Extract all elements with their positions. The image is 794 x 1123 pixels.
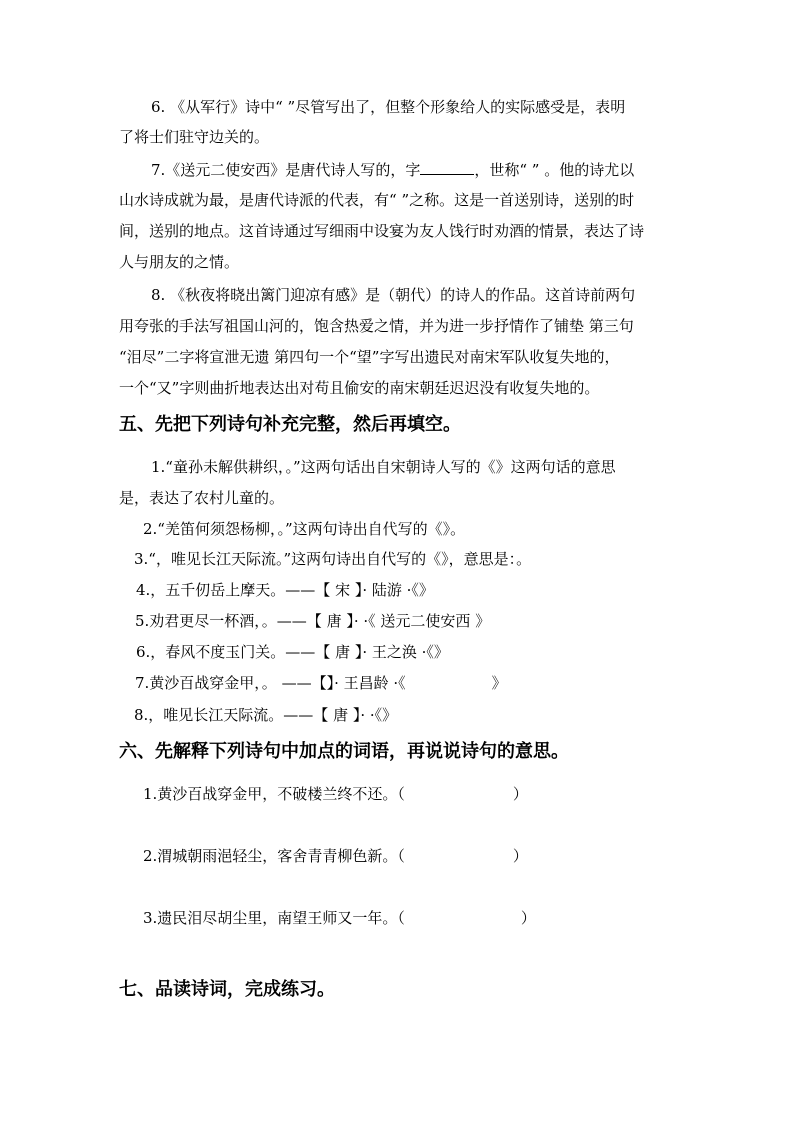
s5-question-4: 4.，五千仞岳上摩天。——【 宋 】· 陆游 ·《》 <box>136 581 434 599</box>
section6-title: 六、先解释下列诗句中加点的词语，再说说诗句的意思。 <box>119 741 569 762</box>
item8-line4: 一个“又”字则曲折地表达出对苟且偷安的南宋朝廷迟迟没有收复失地的。 <box>119 379 600 397</box>
item7-line3: 间，送别的地点。这首诗通过写细雨中设宴为友人饯行时劝酒的情景，表达了诗 <box>119 222 645 240</box>
s5-question-1b: 是，表达了农村儿童的。 <box>119 489 285 507</box>
item7-line1 <box>151 159 634 180</box>
s6-question-3-close: ） <box>520 909 536 927</box>
fill-blank-underline <box>420 159 474 175</box>
item7-line1-text-a: 7.《送元二使安西》是唐代诗人写的，字 <box>151 161 421 179</box>
item7-line1-text-b: ，世称“ ” 。他的诗尤以 <box>474 161 635 179</box>
s6-question-2-close: ） <box>512 847 528 865</box>
s5-question-8: 8.，唯见长江天际流。——【 唐 】· ·《》 <box>134 706 398 724</box>
s6-question-3 <box>143 908 536 928</box>
item7-line2: 山水诗成就为最，是唐代诗派的代表，有“ ”之称。这是一首送别诗，送别的时 <box>119 191 635 209</box>
item8-line3: “泪尽”二字将宣泄无遗 第四句一个“望”字写出遗民对南宋军队收复失地的， <box>119 348 620 366</box>
s5-question-7 <box>135 673 507 693</box>
item6-line1: 6. 《从军行》诗中“ ”尽管写出了，但整个形象给人的实际感受是，表明 <box>151 98 626 116</box>
s5-question-1a: 1.“童孙未解供耕织，。”这两句话出自宋朝诗人写的《》这两句话的意思 <box>151 458 616 476</box>
item8-line1: 8. 《秋夜将晓出篱门迎凉有感》是（朝代）的诗人的作品。这首诗前两句 <box>151 286 636 304</box>
s6-question-2 <box>143 846 528 866</box>
s5-question-3: 3.“，唯见长江天际流。”这两句诗出自代写的《》，意思是：。 <box>134 550 532 568</box>
item6-line2: 了将士们驻守边关的。 <box>119 128 270 146</box>
s5-question-2: 2.“羌笛何须怨杨柳，。”这两句诗出自代写的《》。 <box>143 520 466 538</box>
s5-question-6: 6.，春风不度玉门关。——【 唐 】· 王之涣 ·《》 <box>136 643 449 661</box>
s6-question-1-text: 1.黄沙百战穿金甲，不破楼兰终不还。（ <box>143 785 405 803</box>
section5-title: 五、先把下列诗句补充完整，然后再填空。 <box>119 414 461 435</box>
s5-question-7-text: 7.黄沙百战穿金甲，。 ——【】· 王昌龄 ·《 <box>135 674 406 692</box>
s6-question-1-close: ） <box>512 785 528 803</box>
s6-question-2-text: 2.渭城朝雨浥轻尘，客舍青青柳色新。（ <box>143 847 405 865</box>
item7-line4: 人与朋友的之情。 <box>119 253 240 271</box>
section7-title: 七、品读诗词，完成练习。 <box>119 979 335 1000</box>
item8-line2: 用夸张的手法写祖国山河的，饱含热爱之情，并为进一步抒情作了铺垫 第三句 <box>119 317 634 335</box>
s5-question-5: 5.劝君更尽一杯酒，。——【 唐 】· ·《 送元二使安西 》 <box>135 612 491 630</box>
s6-question-3-text: 3.遗民泪尽胡尘里，南望王师又一年。（ <box>143 909 405 927</box>
s6-question-1 <box>143 784 528 804</box>
s5-question-7-close: 》 <box>491 674 507 692</box>
